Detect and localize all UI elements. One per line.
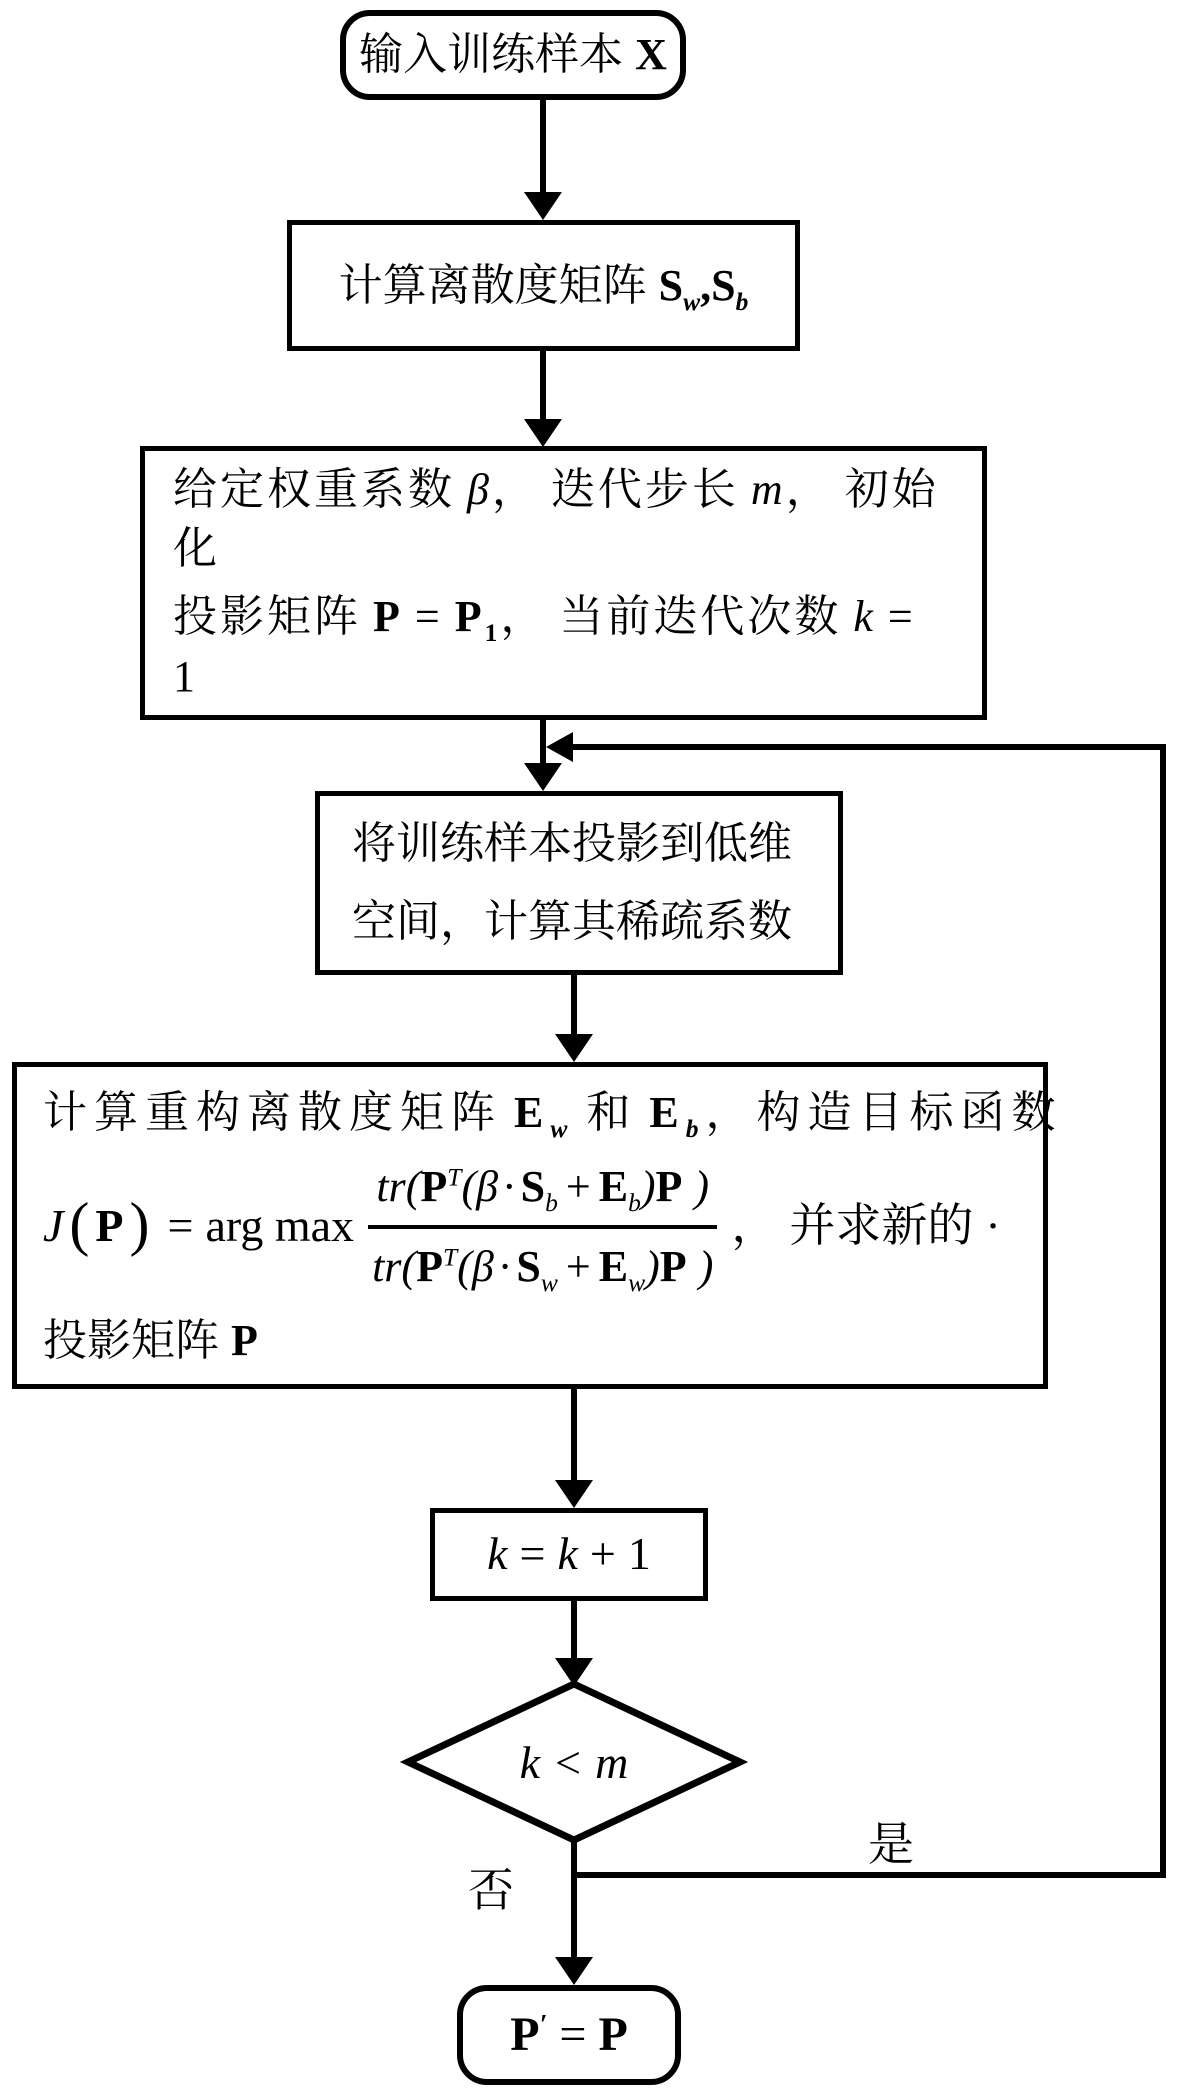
objective-line3 bbox=[43, 1311, 258, 1370]
arrowhead-down-icon bbox=[555, 1480, 593, 1508]
node-project bbox=[315, 791, 843, 975]
init-text: 初始化 bbox=[173, 464, 939, 574]
var-m: m bbox=[750, 464, 786, 514]
node-start bbox=[340, 10, 686, 100]
one: 1 bbox=[627, 1528, 651, 1580]
fraction bbox=[364, 1157, 721, 1296]
equals: = bbox=[519, 1528, 546, 1580]
arrow-shaft bbox=[571, 1599, 577, 1660]
objective-text: 构造目标函数 bbox=[756, 1088, 1063, 1137]
paren-open: ( bbox=[69, 1191, 90, 1257]
arrowhead-down-icon bbox=[555, 1957, 593, 1985]
objective-formula bbox=[43, 1157, 1001, 1296]
var-X: X bbox=[635, 30, 667, 80]
var-k: k bbox=[853, 592, 876, 642]
matrix-Sb: $S_b$ bbox=[711, 260, 749, 316]
project-line2: 空间，计算其稀疏系数 bbox=[352, 897, 792, 947]
init-text: 投影矩阵 bbox=[173, 592, 361, 642]
node-objective bbox=[12, 1062, 1063, 1389]
and-text: 和 bbox=[586, 1088, 638, 1137]
arrow-shaft bbox=[571, 973, 577, 1036]
matrix-Sw: $S_w$ bbox=[658, 260, 701, 316]
matrix-P: P bbox=[231, 1315, 258, 1365]
comma: ， bbox=[705, 1088, 757, 1137]
label-no: 否 bbox=[468, 1865, 514, 1916]
var-k: k bbox=[557, 1528, 578, 1580]
arrowhead-down-icon bbox=[555, 1034, 593, 1062]
matrix-P: P bbox=[95, 1200, 124, 1252]
fraction-denominator: $tr(P^T(\beta\cdot S_w + E_w)P$ ) bbox=[372, 1241, 714, 1297]
var-m: m bbox=[595, 1736, 629, 1788]
init-text: 迭代步长 bbox=[550, 464, 739, 514]
arrow-shaft bbox=[540, 349, 546, 421]
arrowhead-down-icon bbox=[524, 419, 562, 447]
equals-one: = 1 bbox=[173, 592, 916, 701]
matrix-P-prime: P′ bbox=[510, 2007, 548, 2061]
matrix-P: P bbox=[373, 592, 403, 642]
feedback-line-right bbox=[1160, 744, 1166, 1878]
arrow-shaft bbox=[571, 1387, 577, 1482]
func-J: J bbox=[43, 1200, 64, 1252]
less-than: < bbox=[552, 1736, 584, 1788]
comma: ， bbox=[731, 1200, 778, 1252]
comma: ， bbox=[785, 464, 833, 514]
comma: , bbox=[700, 260, 712, 310]
argmax: arg max bbox=[205, 1200, 355, 1252]
label-yes: 是 bbox=[868, 1819, 914, 1870]
paren-close: ) bbox=[129, 1191, 150, 1257]
scatter-label: 计算离散度矩阵 bbox=[338, 260, 647, 310]
arrow-shaft bbox=[571, 1836, 577, 1959]
node-compute-scatter bbox=[287, 220, 800, 351]
objective-tail: 并求新的 bbox=[789, 1200, 974, 1252]
equals: = bbox=[559, 2007, 587, 2061]
decision-label bbox=[404, 1680, 744, 1844]
objective-text: 投影矩阵 bbox=[43, 1315, 219, 1365]
project-line1: 将训练样本投影到低维 bbox=[352, 819, 792, 869]
fraction-numerator: $tr(P^T(\beta\cdot S_b + E_b)P$ ) bbox=[368, 1157, 717, 1228]
matrix-P: P bbox=[598, 2007, 628, 2061]
arrowhead-down-icon bbox=[524, 192, 562, 220]
node-increment bbox=[430, 1508, 708, 1601]
init-line1 bbox=[173, 460, 954, 579]
equals: = bbox=[167, 1200, 194, 1252]
comma: ， bbox=[500, 592, 548, 642]
var-k: k bbox=[519, 1736, 541, 1788]
start-label: 输入训练样本 bbox=[359, 30, 624, 80]
beta-symbol: β bbox=[467, 464, 492, 514]
comma: ， bbox=[491, 464, 539, 514]
matrix-P1: $P_1$ bbox=[454, 592, 501, 648]
objective-text: 计算重构离散度矩阵 bbox=[43, 1088, 502, 1137]
dot: · bbox=[985, 1200, 1001, 1252]
arrow-shaft bbox=[540, 98, 546, 194]
equals: = bbox=[414, 592, 443, 642]
feedback-line-top bbox=[553, 744, 1166, 750]
var-k: k bbox=[487, 1528, 508, 1580]
init-text: 给定权重系数 bbox=[173, 464, 455, 514]
matrix-Ew: $E_w$ bbox=[514, 1088, 575, 1143]
node-end bbox=[457, 1985, 681, 2085]
init-text: 当前迭代次数 bbox=[559, 592, 842, 642]
matrix-Eb: $E_b$ bbox=[649, 1088, 706, 1143]
arrowhead-down-icon bbox=[524, 763, 562, 791]
objective-line1 bbox=[43, 1083, 1063, 1142]
node-init bbox=[140, 446, 987, 720]
init-line2 bbox=[173, 587, 954, 706]
plus: + bbox=[589, 1528, 616, 1580]
